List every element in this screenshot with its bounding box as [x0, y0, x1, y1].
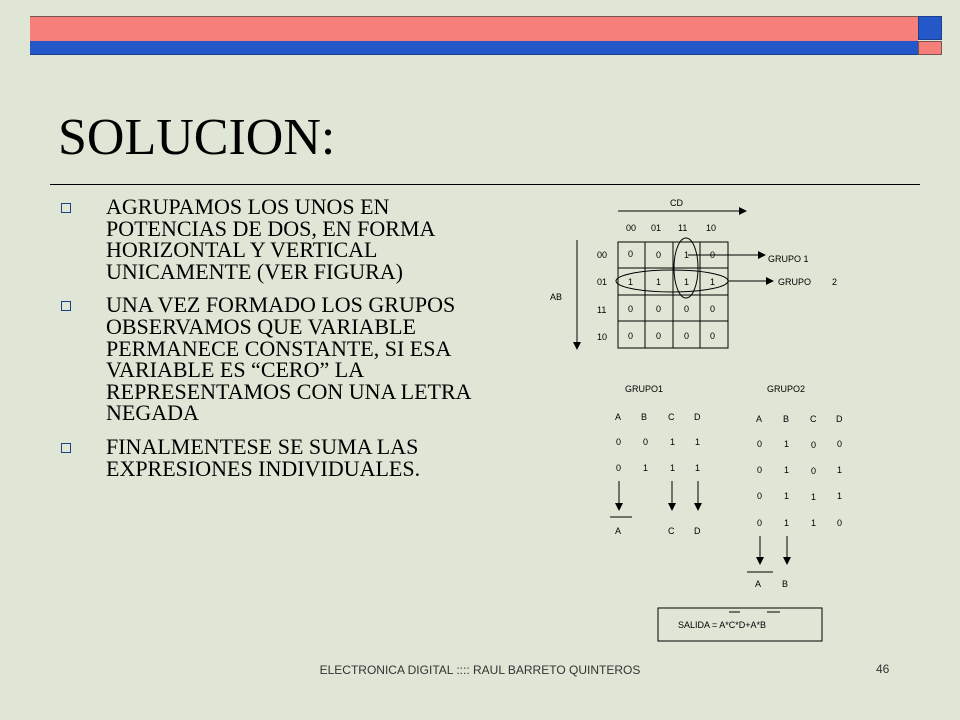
kmap-col-header: 10	[706, 223, 717, 233]
grupo2-cell: 0	[837, 439, 843, 449]
grupo1-title: GRUPO1	[625, 384, 664, 394]
kmap-cell: 0	[628, 331, 634, 341]
kmap-col-header: 11	[678, 223, 688, 233]
grupo2-cell: 0	[811, 440, 817, 450]
grupo2-cell: 1	[811, 518, 817, 528]
grupo1-cell: 0	[616, 463, 622, 473]
kmap-cell: 1	[710, 277, 716, 287]
grupo1-result: D	[694, 526, 701, 536]
bullet-text: AGRUPAMOS LOS UNOS EN POTENCIAS DE DOS, EN FORMA HORIZONTAL Y VERTICAL UNICAMENTE (VER FIGURA)	[106, 194, 435, 284]
grupo1-header: B	[641, 412, 648, 422]
kmap-cell: 0	[684, 304, 690, 314]
footer-text: ELECTRONICA DIGITAL :::: RAUL BARRETO QUINTEROS	[319, 663, 641, 677]
bullet-square-icon	[61, 301, 71, 311]
grupo2-cell: 1	[784, 491, 790, 501]
bullet-square-icon	[61, 203, 71, 213]
grupo1-cell: 1	[670, 437, 676, 447]
grupo1-header: D	[694, 412, 701, 422]
kmap-cell: 0	[656, 250, 662, 260]
grupo1-cell: 0	[643, 437, 649, 447]
kmap-figure	[535, 185, 843, 650]
grupo1-cell: 0	[616, 437, 622, 447]
group2-label: GRUPO	[778, 277, 812, 287]
grupo1-result: C	[668, 526, 675, 536]
group2-number: 2	[832, 277, 838, 287]
grupo2-cell: 1	[784, 465, 790, 475]
kmap-cell: 0	[710, 304, 716, 314]
kmap-cell: 0	[710, 331, 716, 341]
kmap-row-header: 11	[597, 305, 607, 315]
kmap-cell: 0	[656, 304, 662, 314]
grupo2-cell: 1	[837, 491, 843, 501]
bullet-text: FINALMENTESE SE SUMA LAS EXPRESIONES INDIVIDUALES.	[106, 433, 421, 481]
grupo1-cell: 1	[695, 463, 701, 473]
kmap-cell: 0	[628, 304, 634, 314]
grupo2-header: A	[756, 414, 763, 424]
grupo2-cell: 0	[837, 518, 843, 528]
group1-label: GRUPO 1	[768, 254, 809, 264]
header-bar-red	[30, 16, 918, 41]
kmap-cell: 0	[628, 249, 634, 259]
corner-square-red	[918, 41, 942, 55]
corner-square-blue	[918, 16, 942, 40]
grupo1-header: A	[615, 412, 622, 422]
grupo1-cell: 1	[670, 463, 676, 473]
grupo2-cell: 1	[784, 439, 790, 449]
page-number: 46	[876, 662, 890, 676]
grupo2-header: D	[836, 414, 843, 424]
kmap-cell: 0	[684, 331, 690, 341]
bullet-item	[58, 433, 478, 481]
slide-title: SOLUCION:	[58, 109, 336, 166]
grupo2-result: B	[782, 579, 789, 589]
kmap-col-header: 00	[626, 223, 637, 233]
kmap-row-header: 10	[597, 332, 608, 342]
grupo2-cell: 0	[757, 465, 763, 475]
grupo2-header: B	[783, 414, 790, 424]
grupo2-title: GRUPO2	[767, 384, 806, 394]
kmap-cell: 1	[628, 277, 634, 287]
salida-expression: SALIDA = A*C*D+A*B	[678, 620, 767, 630]
kmap-cell: 1	[684, 250, 690, 260]
grupo2-cell: 0	[757, 491, 763, 501]
grupo2-cell: 1	[837, 465, 843, 475]
grupo1-header: C	[668, 412, 675, 422]
bullet-item	[58, 294, 478, 424]
grupo2-cell: 0	[757, 439, 763, 449]
grupo2-cell: 0	[757, 518, 763, 528]
kmap-cell: 0	[656, 331, 662, 341]
header-bar-blue	[30, 41, 918, 55]
grupo2-cell: 1	[784, 518, 790, 528]
grupo2-header: C	[810, 414, 817, 424]
grupo1-result: A	[615, 526, 622, 536]
grupo2-cell: 1	[811, 492, 817, 502]
grupo2-result: A	[755, 579, 762, 589]
bullet-text: UNA VEZ FORMADO LOS GRUPOS OBSERVAMOS QUE VARIABLE PERMANECE CONSTANTE, SI ESA VARIABLE ES “CERO” LA REPRESENTAMOS CON UNA LETRA NEGADA	[106, 292, 471, 426]
bullet-item	[58, 196, 478, 282]
kmap-row-header: 00	[597, 250, 608, 260]
grupo1-cell: 1	[695, 437, 701, 447]
kmap-col-header: 01	[651, 223, 662, 233]
kmap-row-header: 01	[597, 277, 608, 287]
grupo1-cell: 1	[643, 463, 649, 473]
bullet-square-icon	[61, 443, 71, 453]
kmap-row-var: AB	[550, 292, 563, 302]
kmap-cell: 1	[656, 277, 662, 287]
kmap-cell: 0	[710, 250, 716, 260]
kmap-cell: 1	[684, 277, 690, 287]
kmap-col-var: CD	[670, 198, 683, 208]
grupo2-cell: 0	[811, 466, 817, 476]
bullet-list	[58, 196, 478, 491]
